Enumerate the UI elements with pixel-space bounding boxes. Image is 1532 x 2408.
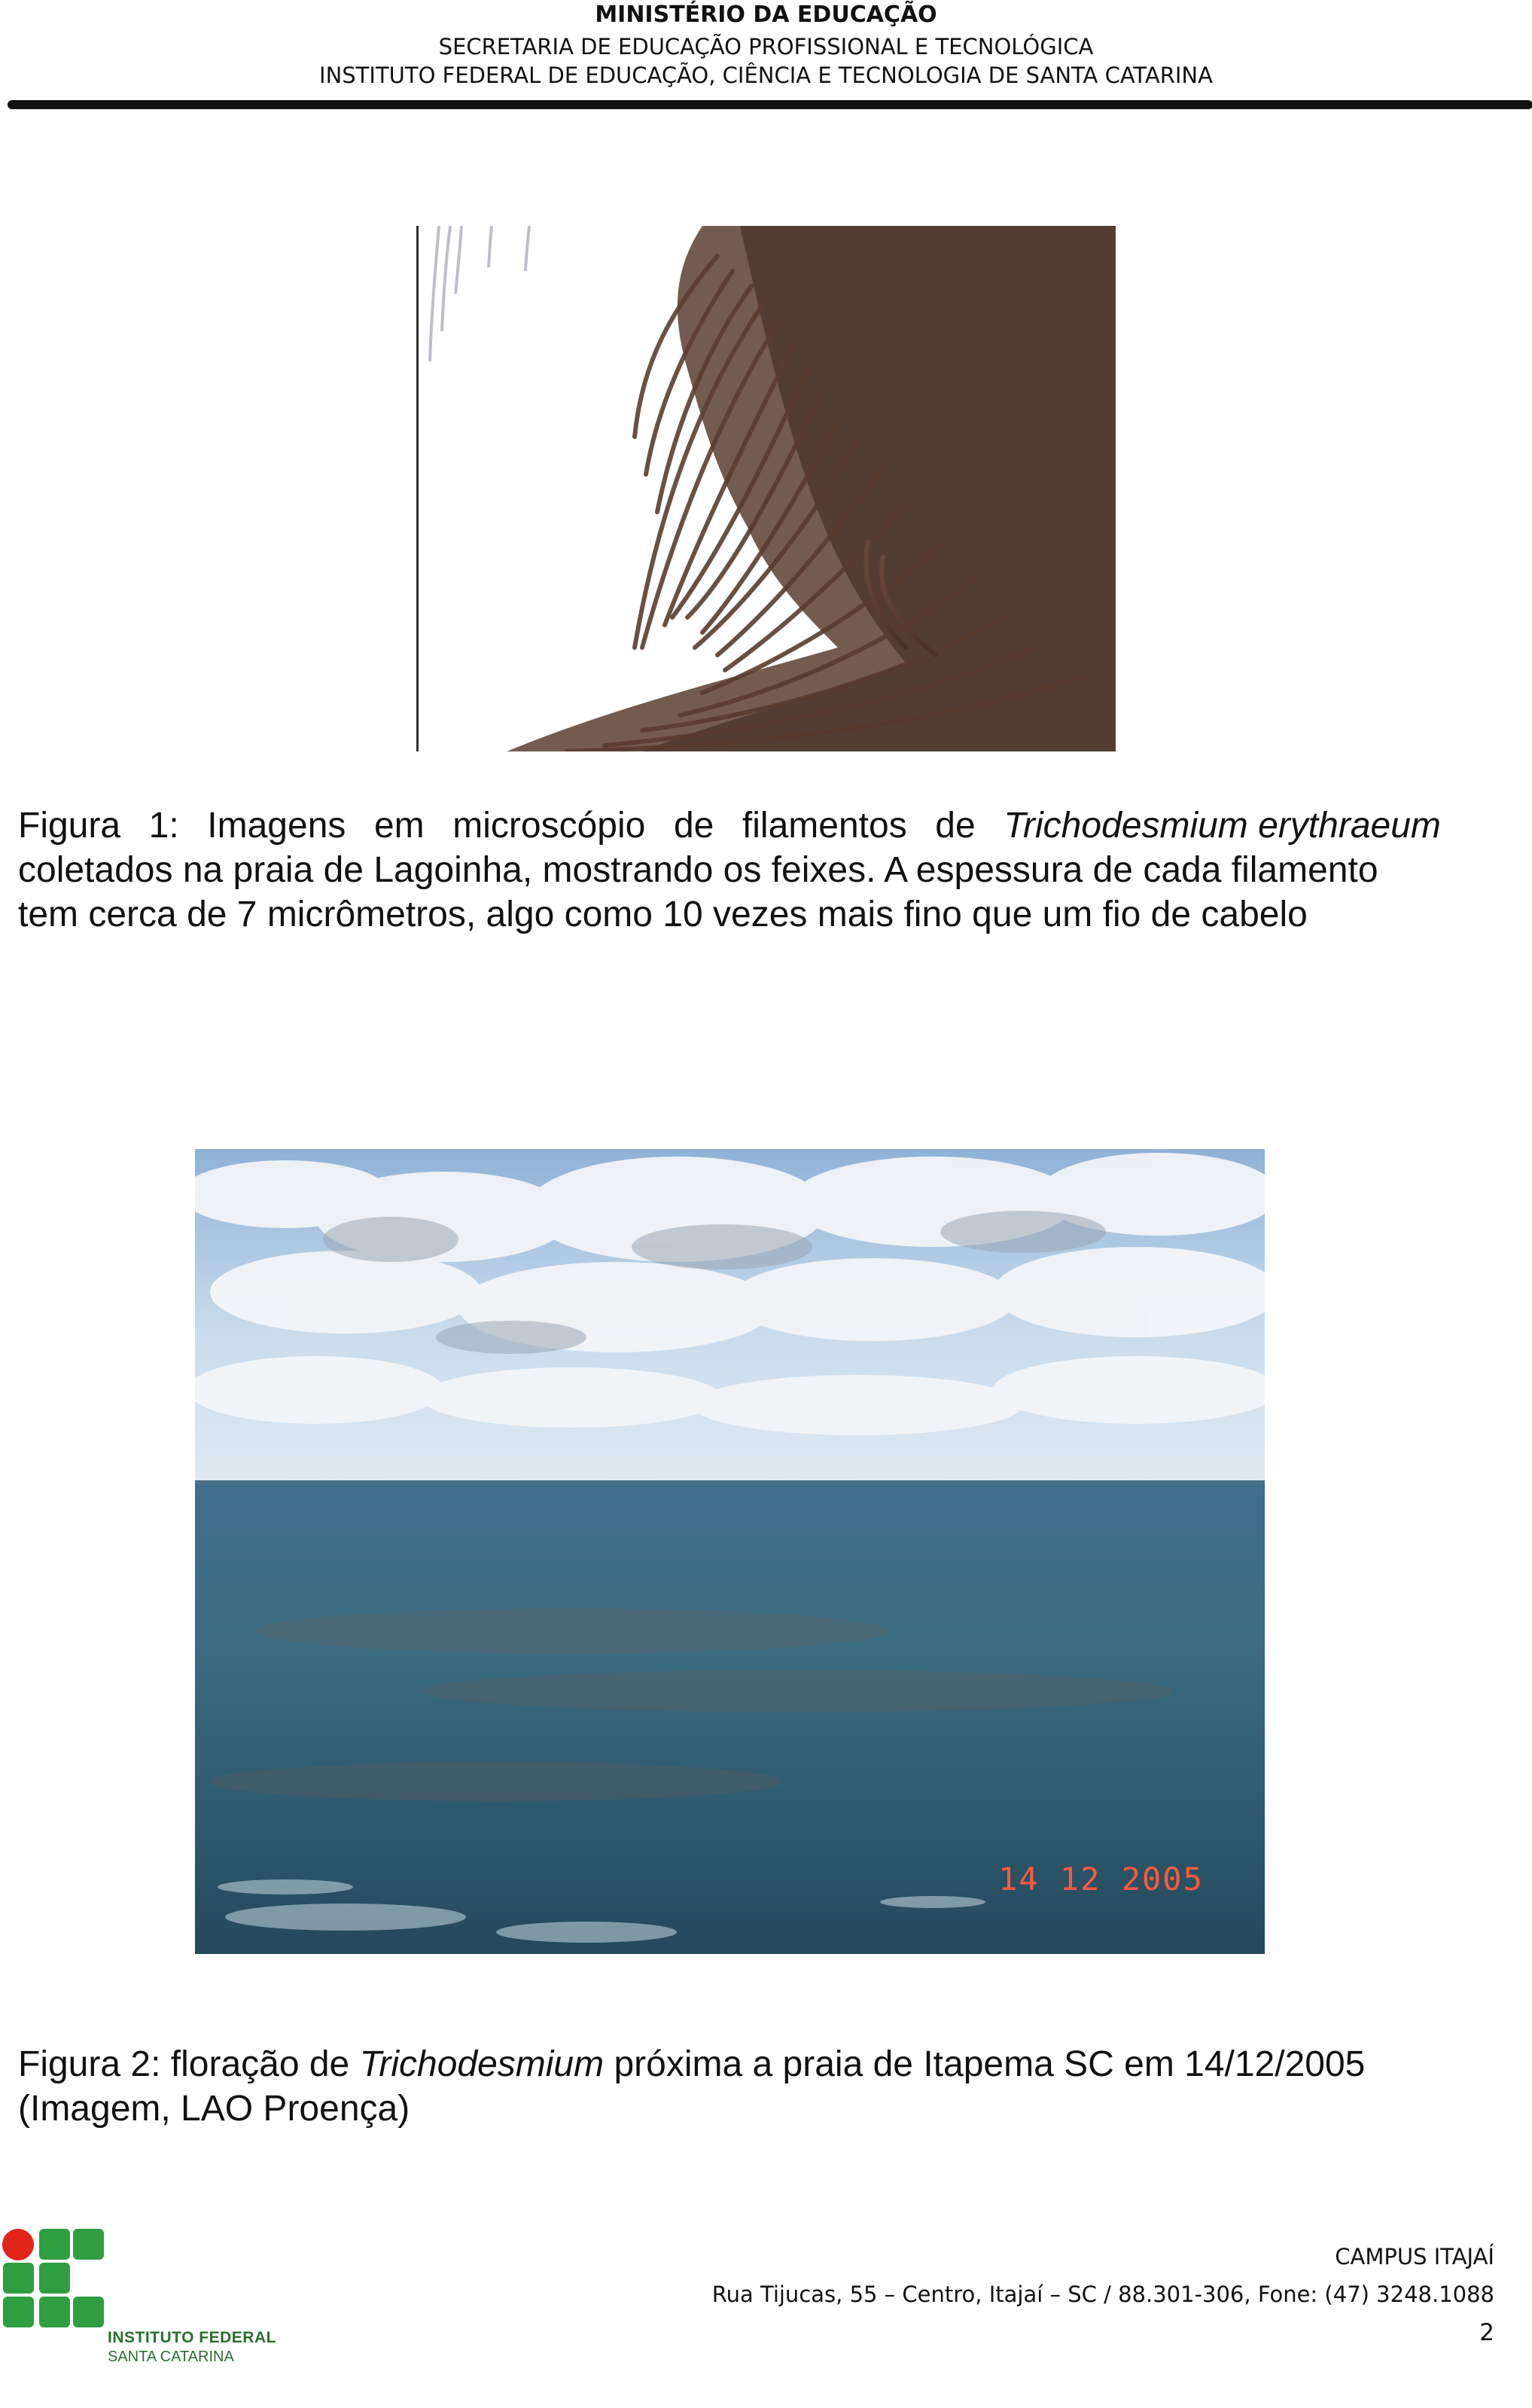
header-divider xyxy=(8,100,1532,109)
institute-logo xyxy=(0,2227,256,2408)
caption-species-name: Trichodesmium erythraeum xyxy=(1004,806,1441,846)
caption-word: Imagens xyxy=(207,806,346,846)
header-ministry: MINISTÉRIO DA EDUCAÇÃO xyxy=(595,2,937,28)
figure1-caption-line1 xyxy=(18,803,1441,848)
caption-text: Figura 2: floração de xyxy=(18,2044,360,2084)
header-institute: INSTITUTO FEDERAL DE EDUCAÇÃO, CIÊNCIA E TECNOLOGIA DE SANTA CATARINA xyxy=(319,62,1213,88)
figure1-edge-line xyxy=(416,226,419,751)
logo-text-institute: INSTITUTO FEDERAL xyxy=(108,2329,276,2346)
caption-word: Figura xyxy=(18,806,121,846)
figure1-caption-line3: tem cerca de 7 micrômetros, algo como 10 vezes mais fino que um fio de cabelo xyxy=(18,895,1308,934)
caption-word: de xyxy=(935,806,976,846)
caption-word: filamentos xyxy=(742,806,907,846)
page-number: 2 xyxy=(1479,2319,1494,2346)
figure1-caption-line2: coletados na praia de Lagoinha, mostrando os feixes. A espessura de cada filamento xyxy=(18,850,1378,890)
caption-word: de xyxy=(673,806,714,846)
figure2-caption-line1 xyxy=(18,2042,1486,2086)
caption-word: microscópio xyxy=(452,806,646,846)
figure2-caption-line2: (Imagem, LAO Proença) xyxy=(18,2089,410,2129)
figure2-sea-photo xyxy=(195,1149,1265,1954)
caption-word: 1: xyxy=(148,806,179,846)
figure2-caption xyxy=(18,2042,1486,2131)
caption-word: em xyxy=(373,806,425,846)
figure1-microscope-image xyxy=(416,226,1116,751)
photo-date-stamp: 14 12 2005 xyxy=(998,1861,1204,1897)
header-secretariat: SECRETARIA DE EDUCAÇÃO PROFISSIONAL E TECNOLÓGICA xyxy=(438,34,1094,59)
logo-text-state: SANTA CATARINA xyxy=(108,2349,234,2365)
caption-text: próxima a praia de Itapema SC em 14/12/2005 xyxy=(604,2044,1366,2084)
figure1-caption xyxy=(18,803,1441,937)
caption-species-name: Trichodesmium xyxy=(359,2044,605,2084)
footer-campus: CAMPUS ITAJAÍ xyxy=(1335,2244,1494,2269)
footer-address: Rua Tijucas, 55 – Centro, Itajaí – SC / 88.301-306, Fone: (47) 3248.1088 xyxy=(711,2282,1494,2307)
